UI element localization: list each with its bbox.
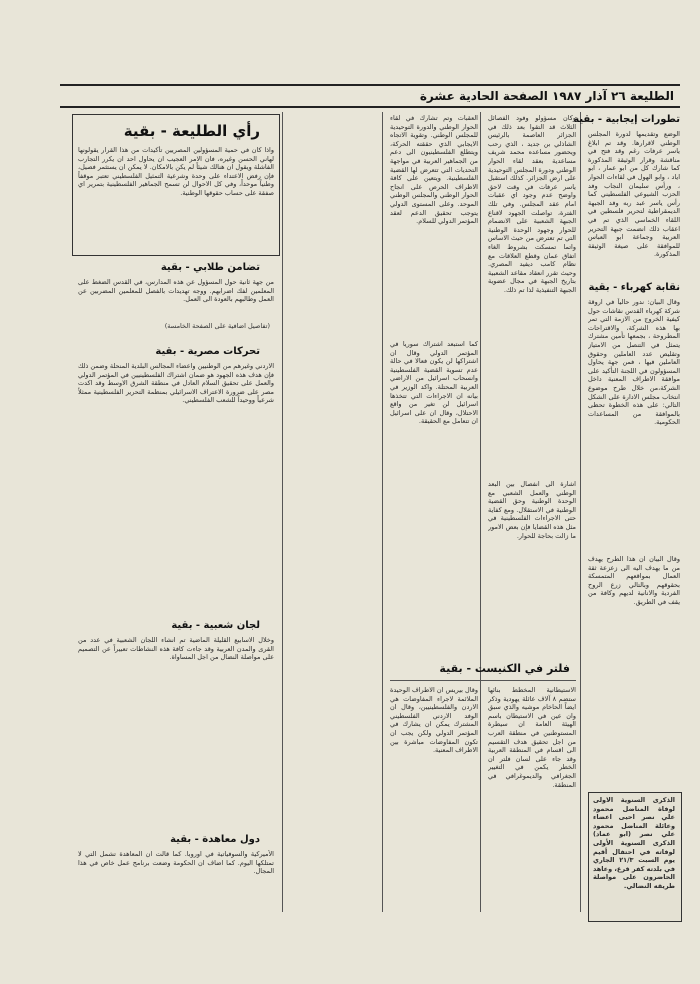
page-header (60, 84, 680, 108)
col2-top-body: وكان مسؤولو وفود الفصائل الثلاث قد التقوا بعد ذلك في الجزائر العاصمة بالرئيس الشاذلي بن جديد ، الذي رحب ويحضور مساعده محمد شريف مساعدية بعقد لقاء الحوار الوطني ودورة المجلس التوحيدية على ارض الجزائر. كذلك استقبل ياسر عرفات في وقت لاحق واوضح عدم وجود اي عقبات امام عقد المجلس. وفي تلك الفترة، تواصلت الجهود لاقناع الجبهة الشعبية على الانضمام للحوار وجهود الوحدة الوطنية التي تم تعترض من حيث الاساس واتما تمسكت بشروط الغاء اتفاق عمان وقطع العلاقات مع نظام كامب ديفيد المصري. وحيث تقرر انعقاد مقاعد الشعبية بتاريخ الجبهة في مجال عضوية الجبهة التنفيذية لذا تم ذلك. (488, 114, 576, 294)
right-col-section2-body: وقال البيان: ندور حالياً في اروقة شركة كهرباء القدس نقاشات حول كيفية الخروج من الازمة التي تمر بها هذه الشركة، والاقتراحات المطروحة ، بجمعها تأمين مشترك يتمثل في التنصل من الامتياز وتقليص عدد العاملين وحقوق العاملين فيها ، فمن جهة يحاول المسؤولون في اللجنة التأكيد على موافقة الاطراف المعنية داخل الشركة،من خلال طرح موضوع انتخاب مجلس الادارة على الشكل التالي: على هذه الخطوة تحظى بالموافقة من المساعدات الحكومية. (588, 298, 680, 427)
egypt-moves-title: تحركات مصرية - بقية (155, 346, 260, 357)
col3-top-body: العقبات وتم تشارك في لقاء الحوار الوطني والدورة التوحيدية للمجلس الوطني. وتقوية الاتجاه الايجابي الذي حققته الحركة، ويتطلع الفلسطينيون الى دعم من الجماهير العربية في مواجهة التحديات التي تتعرض لها القضية الفلسطينية. ويتعين على كافة الاطراف الحرص على انجاح الحوار الوطني والمجلس الوطني الموحد. وعلى المستوى الدولي يتوجب تحقيق الدعم لعقد المؤتمر الدولي للسلام. (390, 114, 478, 226)
student-solidarity-title: تضامن طلابي - بقية (160, 262, 260, 273)
popular-committees-title: لجان شعبية - بقية (171, 620, 260, 631)
right-col-section2-title: نقابة كهرباء - بقية (588, 282, 680, 293)
col3-mid-body: كما استبعد اشتراك سوريا في المؤتمر الدولي وقال ان اشتراكها لن يكون فعالا في حالة عدم تسوية القضية الفلسطينية وانسحاب اسرائيل من الاراضي العربية المحتلة. واكد الوزير في بيانه ان الاجراءات التي تتخذها اسرائيل لن تغير من واقع الاحتلال، وقال ان على اسرائيل ان تتعامل مع الحقيقة. (390, 340, 478, 426)
column-divider (580, 112, 581, 912)
col2-bottom-body: الاستيطانية المخطط بنائها ستضم ٨ آلاف عائلة يهودية وذكر ايضاً الحاخام موشيه والذي سبق وان عين في الاستيطان باسم الهيئة العامة ان سيطرة المستوطنين في منطقة العرب من اجل تحقيق هدف التقسيم الى اقسام في المنطقة العربية وقد جاء على لسان فلتر ان الخطر يكمن في التغيير الجغرافي والديموغرافي في المنطقة. (488, 686, 576, 789)
treaty-states-title: دول معاهدة - بقية (170, 834, 260, 845)
student-solidarity-body: من جهة ثانية حول المسؤول عن هذه المدارس، في القدس الضغط على المعلمين لفك اضرابهم. ووجه تهديدات بالفصل للمعلمين المضربين عن العمل وطالبهم بالعودة الى العمل. (78, 278, 274, 304)
popular-committees-body: وخلال الاسابيع القليلة الماضية تم انشاء اللجان الشعبية في عدد من القرى والمدن العربية وقد جاءت كافة هذه النشاطات تعبيراً عن التصميم على مواصلة النضال من اجل المساواة. (78, 636, 274, 662)
right-col-section-title: تطورات إيجابية - بقية (573, 114, 680, 125)
memorial-box-body: الذكرى السنوية الاولى لوفاة المناضل محمود علي نصر احيى اعضاء وعائلة المناضل محمود علي نصر (ابو عماد) الذكرى السنوية الأولى لوفاته في احتفال أقيم يوم السبت ٢١/٣ الجاري في بلدته كفر قرع، وعاهد الحاضرون على مواصلة طريقه النضالي. (593, 796, 675, 890)
col2-mid-body: اشارة الى انفصال بين البعد الوطني والعمل الشعبي مع الوحدة الوطنية وحق القضية الوطنية في الاستقلال. ومع كفاية حتى الاجراءات الفلسطينية في مثل هذه القضايا فإن بعض الامور ما زالت بحاجة للحوار. (488, 480, 576, 540)
bottom-title-rule (390, 680, 576, 681)
main-editorial-body: واذا كان في حمية المسؤولين المصريين تأكيدات من هذا القرار يقولونها لهاني الحسن وغيره، فان الامر العجيب ان يحاول احد ان يكرر التجارب الفاشلة ويقول ان هنالك شيئاً لم يكن بالامكان. لا يمكن ان يستثمر فصيل، فإن رفض الاعتداء على وحدة وشرعية التمثيل الفلسطيني تعتبر موقفاً وطنياً موحداً، وفي كل الاحوال لن تسمح الجماهير الفلسطينية بتمرير اي صفقة على حساب حقوقها الوطنية. (78, 146, 274, 197)
col2-bottom-title: فلتر في الكنيست - بقية (439, 662, 570, 675)
main-editorial-title: رأي الطليعة - بقية (123, 122, 260, 140)
page-header-text: الطليعة ٢٦ آذار ١٩٨٧ الصفحة الحادية عشرة (419, 89, 674, 103)
right-col-section-body: الوضع وتقديمها لدورة المجلس الوطني لاقرارها. وقد تم ابلاغ ياسر عرفات رغم وقد فتح في مناقشة وقرار الوثيقة المذكورة كما شارك كل من ابو عمار ، ابو اياد ، وابو الهول في لقاءات الحوار ، ورأس سليمان النجاب وفد الحزب الشيوعي الفلسطيني كما رأس ياسر عبد ربه وفد الجبهة الديمقراطية لتحرير فلسطين في اللقاء الخماسي الذي تم في اعقاب ذلك انضمت جبهة التحرير العربية وجماعة ابو العباس للموافقة على صيغة الوثيقة المذكورة. (588, 130, 680, 259)
right-col-section3-body: وقال البيان ان هذا الطرح يهدف من ما يهدف اليه الى زعزعة ثقة العمال بمواقعهم المتمسكة بحقوقهم وبالتالي زرع الروح الفردية والانانية لديهم وكافة من يقف في الطريق. (588, 555, 680, 606)
col3-bottom-body: وقال بيريس ان الاطراف الوحيدة الملائمة لاجراء المفاوضات هي الاردن والفلسطينيين، وقال ان الوفد الاردني الفلسطيني المشترك يمكن ان يشارك في المؤتمر الدولي ولكن يجب ان تكون المفاوضات مباشرة بين الاطراف المعنية. (390, 686, 478, 755)
egypt-moves-body: الاردني وغيرهم من الوطنيين واعضاء المجالس البلدية المنحلة وضمن ذلك فإن هدف هذه الجهود هو ضمان اشتراك الفلسطينيين في المؤتمر الدولي والعمل على تحقيق السلام العادل في منطقة الشرق الاوسط وقد اكدت مصر على ضرورة الاعتراف الاسرائيلي بمنظمة التحرير الفلسطينية ممثلاً شرعياً ووحيداً للشعب الفلسطيني. (78, 362, 274, 405)
treaty-states-body: الأميركية والسوفياتية في اوروبا. كما قالت ان المعاهدة تشمل التي لا تمتلكها اليوم. كما اضاف ان الحكومة وضعت برنامج عمل خاص في هذا المجال. (78, 850, 274, 876)
column-divider (480, 112, 481, 912)
student-solidarity-note: (تفاصيل اضافية على الصفحة الخامسة) (164, 322, 270, 330)
column-divider (282, 112, 283, 912)
column-divider (382, 112, 383, 912)
